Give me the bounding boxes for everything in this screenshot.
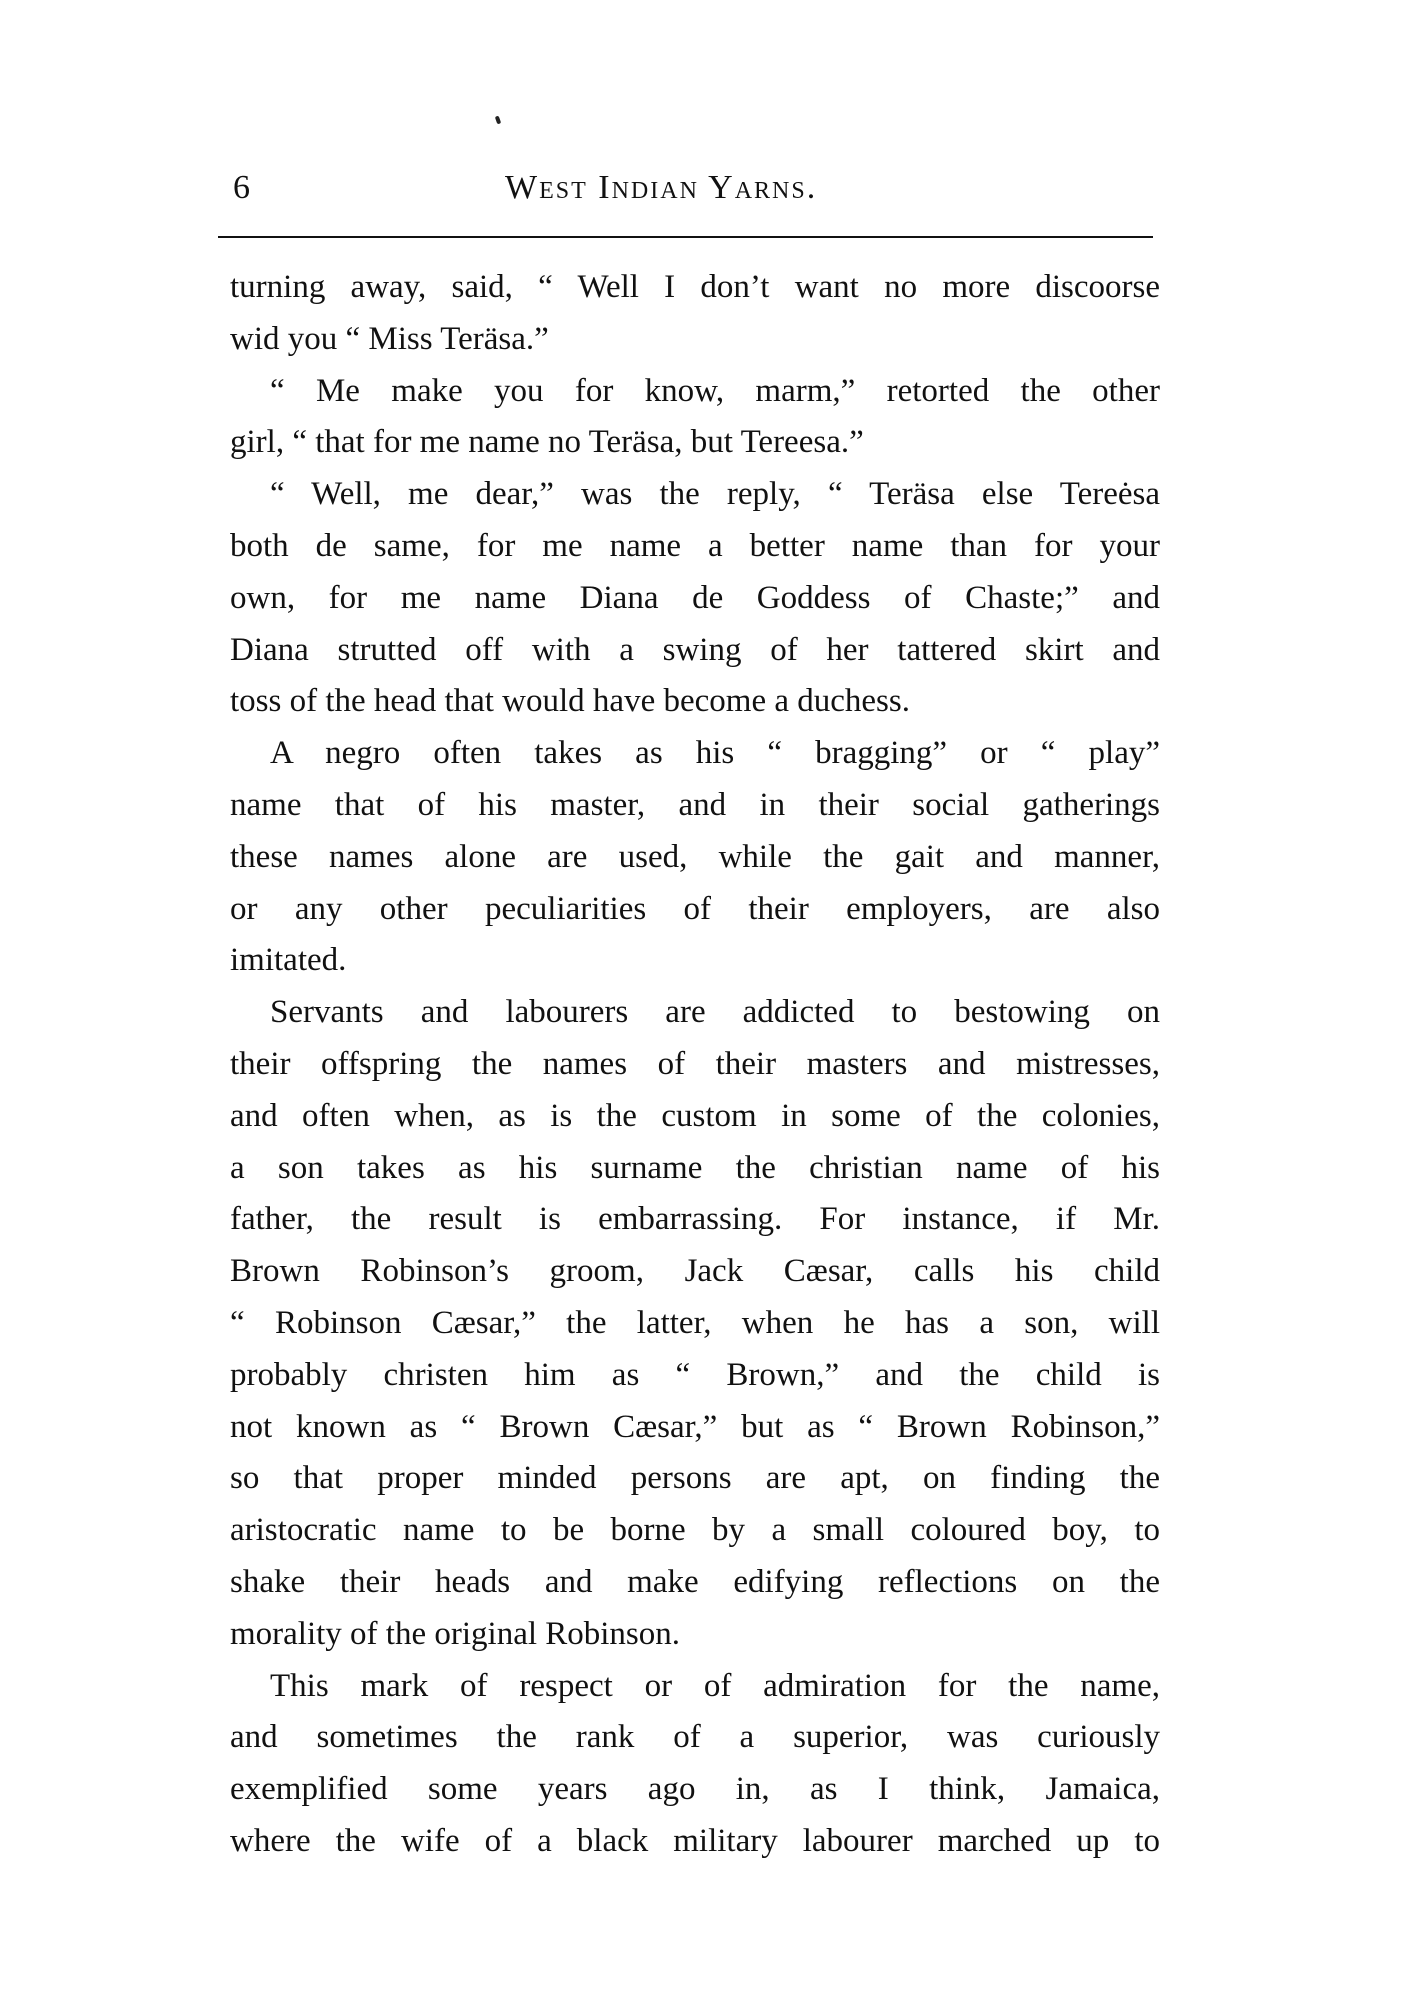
text-line: both de same, for me name a better name than for your — [230, 527, 1160, 564]
text-line: name that of his master, and in their social gatherings — [230, 786, 1160, 823]
header-rule — [218, 236, 1153, 238]
text-line: morality of the original Robinson. — [230, 1615, 681, 1652]
text-line: A negro often takes as his “ bragging” or “ play” — [270, 735, 1160, 772]
text-line: imitated. — [230, 942, 347, 979]
text-line: probably christen him as “ Brown,” and the child is — [230, 1356, 1160, 1393]
text-line: Diana strutted off with a swing of her tattered skirt and — [230, 631, 1160, 668]
text-line: girl, “ that for me name no Teräsa, but Tereesa.” — [230, 424, 864, 461]
text-line: these names alone are used, while the gait and manner, — [230, 838, 1160, 875]
text-line: aristocratic name to be borne by a small coloured boy, to — [230, 1512, 1160, 1549]
text-line: not known as “ Brown Cæsar,” but as “ Brown Robinson,” — [230, 1408, 1160, 1445]
text-line: turning away, said, “ Well I don’t want no more discoorse — [230, 269, 1160, 305]
text-line: toss of the head that would have become a duchess. — [230, 683, 910, 720]
text-line: and often when, as is the custom in some of the colonies, — [230, 1097, 1160, 1134]
text-line: “ Robinson Cæsar,” the latter, when he has a son, will — [230, 1304, 1160, 1341]
text-line: father, the result is embarrassing. For instance, if Mr. — [230, 1201, 1160, 1238]
text-line: “ Me make you for know, marm,” retorted the other — [270, 372, 1160, 409]
text-line: This mark of respect or of admiration for the name, — [270, 1667, 1160, 1704]
text-line: Brown Robinson’s groom, Jack Cæsar, calls his child — [230, 1253, 1160, 1290]
text-line: and sometimes the rank of a superior, was curiously — [230, 1719, 1160, 1756]
text-line: a son takes as his surname the christian name of his — [230, 1149, 1160, 1186]
body-text — [230, 262, 1160, 1868]
text-line: where the wife of a black military labourer marched up to — [230, 1822, 1160, 1859]
running-title: West Indian Yarns. — [505, 169, 818, 206]
text-line: Servants and labourers are addicted to bestowing on — [270, 994, 1160, 1031]
page-header — [233, 160, 1173, 216]
text-line: exemplified some years ago in, as I think, Jamaica, — [230, 1771, 1160, 1808]
ink-speck — [495, 116, 501, 125]
text-line: own, for me name Diana de Goddess of Chaste;” and — [230, 579, 1160, 616]
text-line: shake their heads and make edifying reflections on the — [230, 1563, 1160, 1600]
page-number: 6 — [233, 169, 250, 206]
text-line: their offspring the names of their masters and mistresses, — [230, 1045, 1160, 1082]
text-line: wid you “ Miss Teräsa.” — [230, 320, 549, 357]
text-line: or any other peculiarities of their employers, are also — [230, 890, 1160, 927]
text-line: so that proper minded persons are apt, on finding the — [230, 1460, 1160, 1497]
text-line: “ Well, me dear,” was the reply, “ Teräsa else Tereėsa — [270, 476, 1160, 513]
